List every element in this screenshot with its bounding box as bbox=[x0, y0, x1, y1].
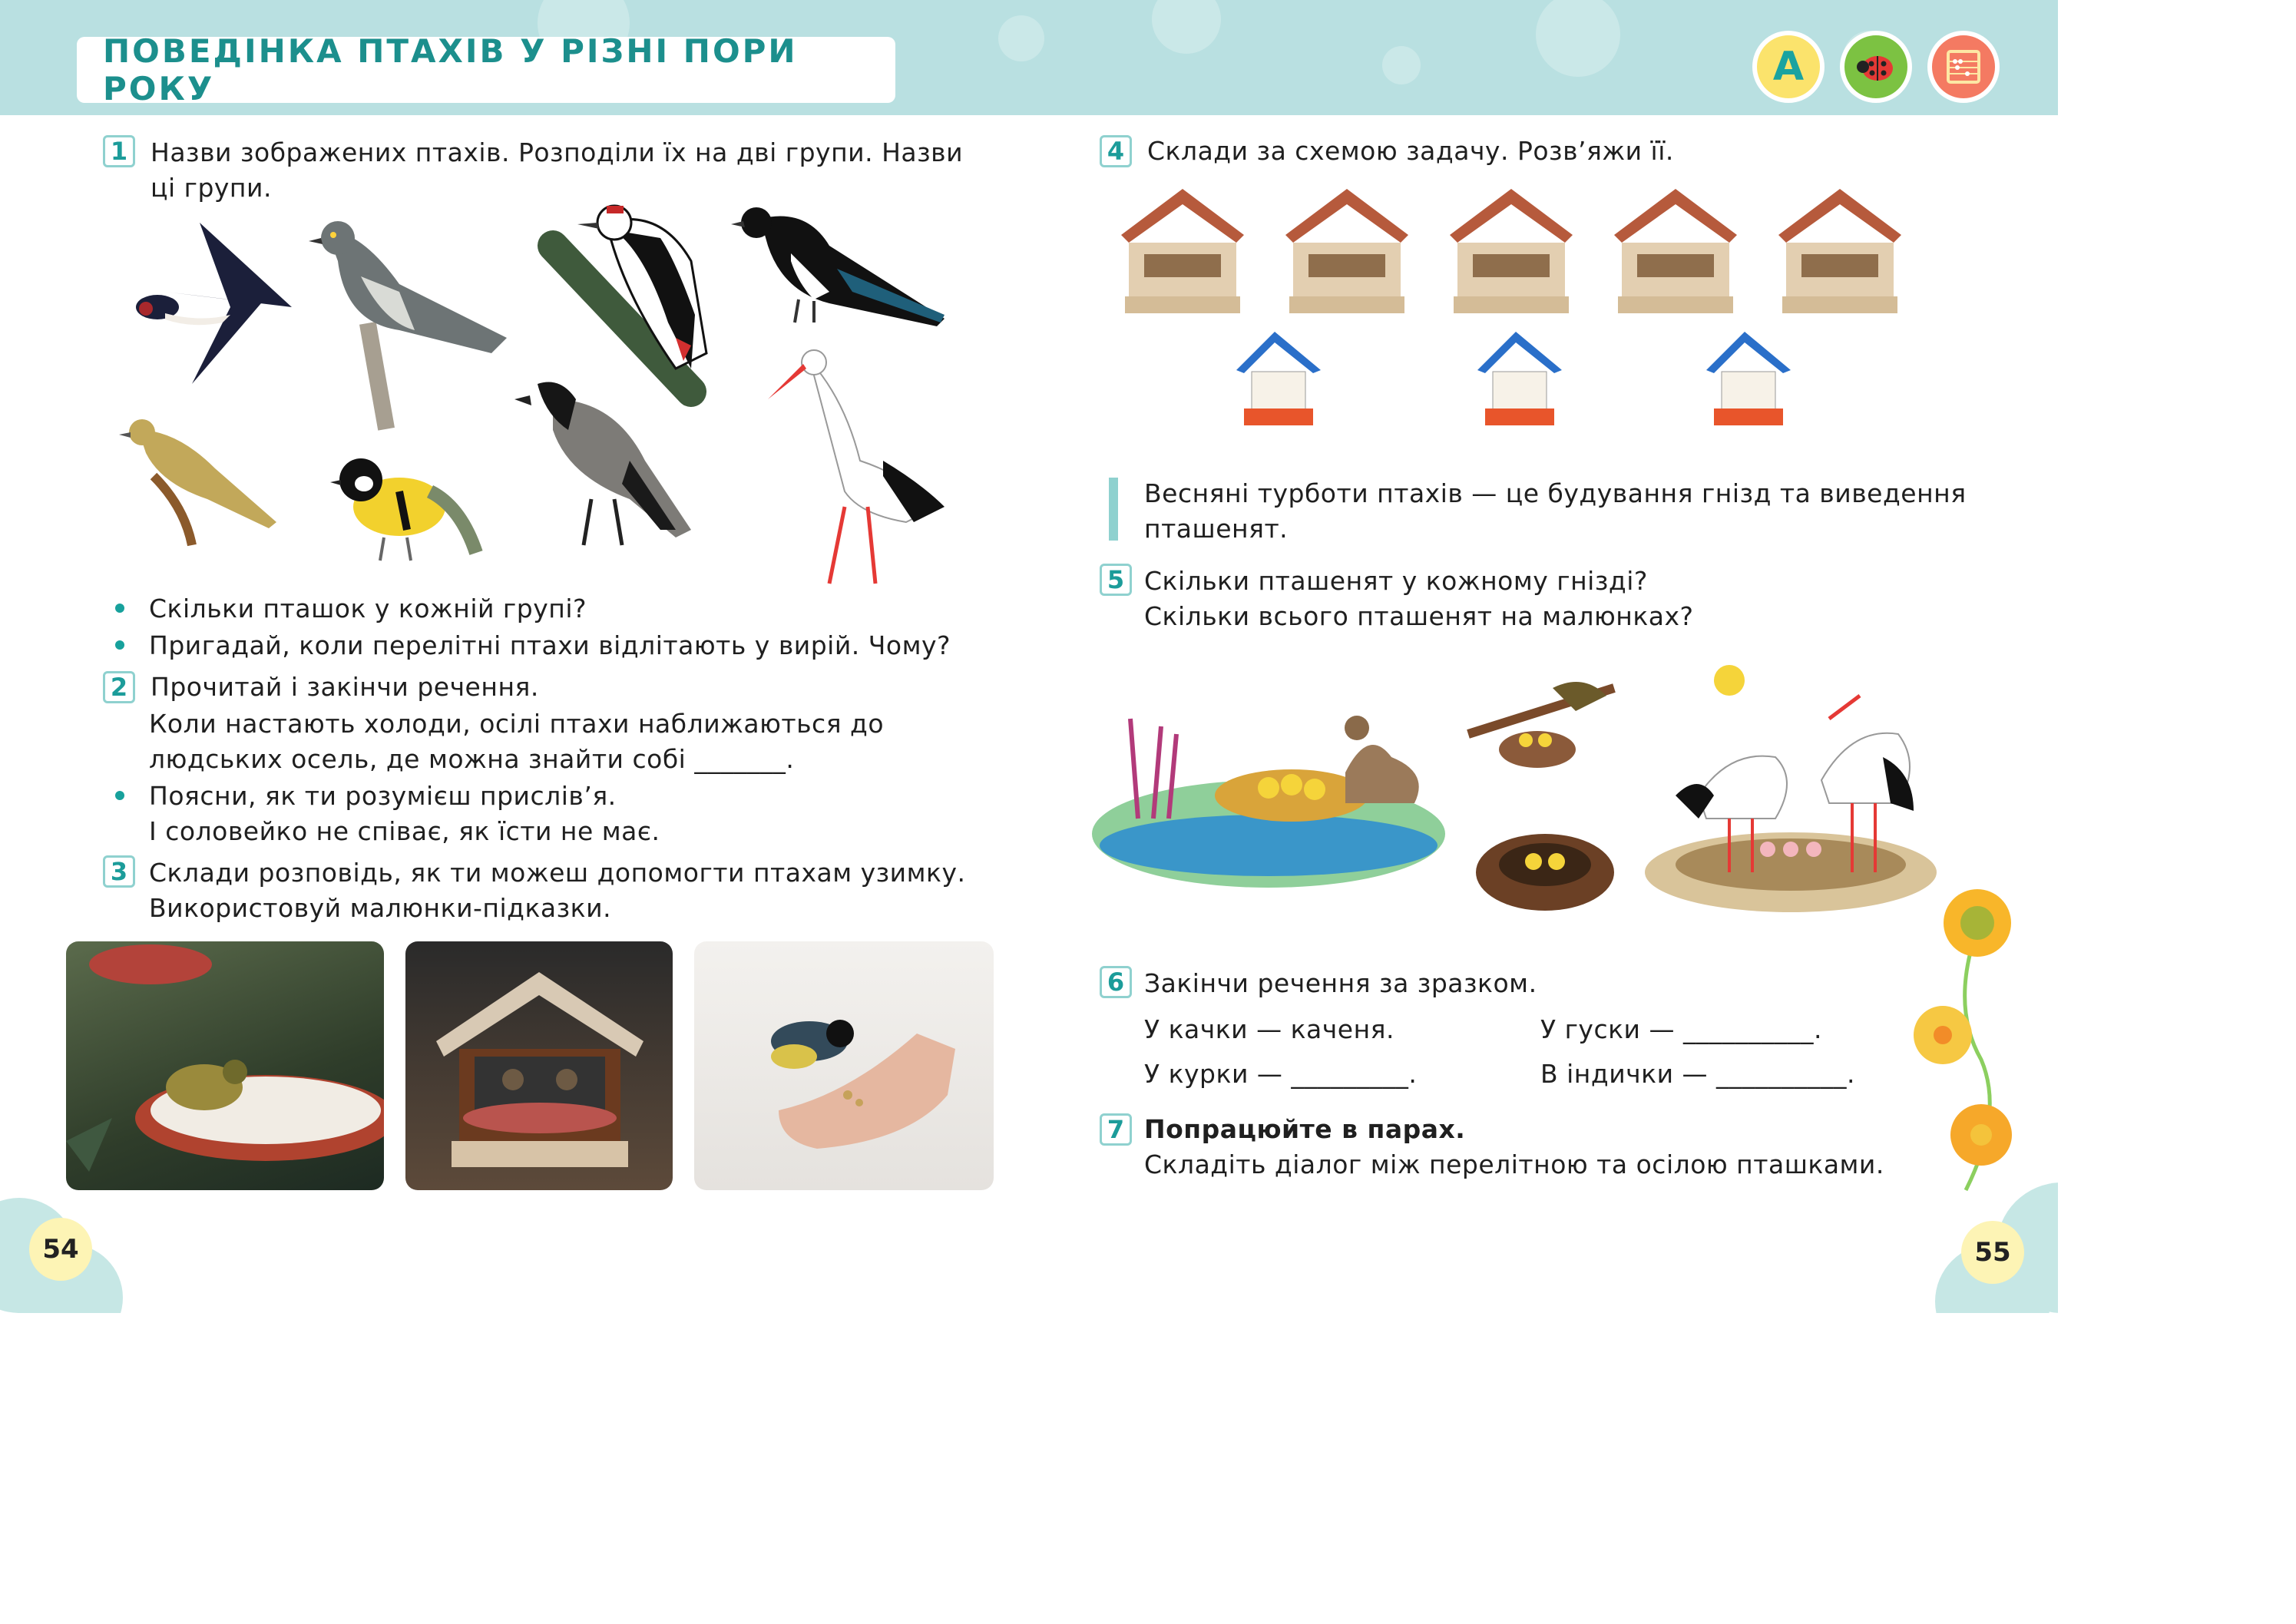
nests-illustration bbox=[1092, 642, 1975, 934]
task-text: Склади розповідь, як ти можеш допомогти птахам узимку. bbox=[149, 858, 966, 888]
swallow-image bbox=[136, 223, 292, 384]
task-text: Складіть діалог між перелітною та осілою пташками. bbox=[1144, 1149, 1884, 1179]
blue-feeder-icon bbox=[1477, 332, 1562, 425]
page-title: ПОВЕДІНКА ПТАХІВ У РІЗНІ ПОРИ РОКУ bbox=[103, 32, 798, 107]
wooden-birdhouse-icon bbox=[1450, 189, 1573, 313]
task-text: Використовуй малюнки-підказки. bbox=[149, 893, 612, 923]
task-number: 2 bbox=[103, 671, 135, 703]
bullet-dot bbox=[115, 791, 124, 800]
fill-in-sentence: У гуски — __________. bbox=[1540, 1014, 1822, 1044]
flower-icon bbox=[1950, 1104, 2012, 1166]
question-text: Пригадай, коли перелітні птахи відлітають у вирій. Чому? bbox=[149, 630, 951, 660]
bird-illustrations bbox=[0, 0, 998, 614]
task-text: Скільки пташенят у кожному гнізді? bbox=[1144, 566, 1648, 596]
task-number: 3 bbox=[103, 855, 135, 888]
great-tit-image bbox=[330, 458, 476, 561]
fill-in-sentence: У курки — _________. bbox=[1144, 1059, 1418, 1089]
task-number: 4 bbox=[1100, 135, 1132, 167]
flower-decoration bbox=[1904, 883, 2027, 1206]
wooden-birdhouse-icon bbox=[1285, 189, 1408, 313]
flower-icon bbox=[1914, 1006, 1972, 1064]
letter-a-icon: A bbox=[1752, 31, 1825, 103]
cuckoo-image bbox=[309, 221, 507, 431]
quote-text: пташенят. bbox=[1144, 514, 1289, 544]
task-number: 1 bbox=[103, 135, 135, 167]
stork-nest-image bbox=[1645, 665, 1937, 912]
magpie-image bbox=[731, 207, 945, 326]
wooden-birdhouse-icon bbox=[1778, 189, 1901, 313]
woodpecker-image bbox=[553, 206, 706, 392]
bullet-dot bbox=[115, 640, 124, 650]
example-sentence: У качки — каченя. bbox=[1144, 1014, 1394, 1044]
fill-in-sentence: В індички — __________. bbox=[1540, 1059, 1855, 1089]
page-number: 55 bbox=[1961, 1221, 2024, 1284]
task-text: людських осель, де можна знайти собі _______. bbox=[149, 744, 795, 774]
stork-image bbox=[768, 350, 945, 584]
task-number: 5 bbox=[1100, 564, 1132, 596]
blue-feeder-icon bbox=[1236, 332, 1321, 425]
wooden-feeder-photo bbox=[405, 941, 673, 1190]
warbler-image bbox=[119, 419, 276, 545]
task-text: Закінчи речення за зразком. bbox=[1144, 968, 1537, 998]
crow-image bbox=[514, 382, 691, 546]
blue-feeder-icon bbox=[1706, 332, 1791, 425]
proverb-text: І соловейко не співає, як їсти не має. bbox=[149, 816, 660, 846]
birdhouse-diagram bbox=[1106, 181, 1950, 442]
hand-feeding-tit-photo bbox=[694, 941, 994, 1190]
duck-nest-image bbox=[1092, 716, 1445, 888]
flower-icon bbox=[1944, 889, 2011, 957]
page-number: 54 bbox=[29, 1218, 92, 1281]
task-text: Прочитай і закінчи речення. bbox=[151, 672, 539, 702]
question-text: Скільки пташок у кожній групі? bbox=[149, 594, 587, 623]
bird-feeder-bowl-photo bbox=[66, 941, 384, 1190]
question-text: Поясни, як ти розумієш прислів’я. bbox=[149, 781, 617, 811]
task-text: ці групи. bbox=[151, 173, 272, 203]
task-number: 7 bbox=[1100, 1113, 1132, 1146]
abacus-icon bbox=[1927, 31, 2000, 103]
quote-text: Весняні турботи птахів — це будування гнізд та виведення bbox=[1144, 478, 1967, 508]
task-title: Попрацюйте в парах. bbox=[1144, 1114, 1466, 1144]
bullet-dot bbox=[115, 604, 124, 613]
ladybug-icon bbox=[1840, 31, 1912, 103]
wooden-birdhouse-icon bbox=[1121, 189, 1244, 313]
branch-nest-image bbox=[1468, 682, 1614, 911]
task-text: Склади за схемою задачу. Розв’яжи її. bbox=[1147, 136, 1674, 166]
task-text: Назви зображених птахів. Розподіли їх на дві групи. Назви bbox=[151, 137, 964, 167]
wooden-birdhouse-icon bbox=[1614, 189, 1737, 313]
task-number: 6 bbox=[1100, 966, 1132, 998]
quote-bar bbox=[1109, 478, 1118, 541]
task-text: Коли настають холоди, осілі птахи наближаються до bbox=[149, 709, 885, 739]
task-text: Скільки всього пташенят на малюнках? bbox=[1144, 601, 1694, 631]
